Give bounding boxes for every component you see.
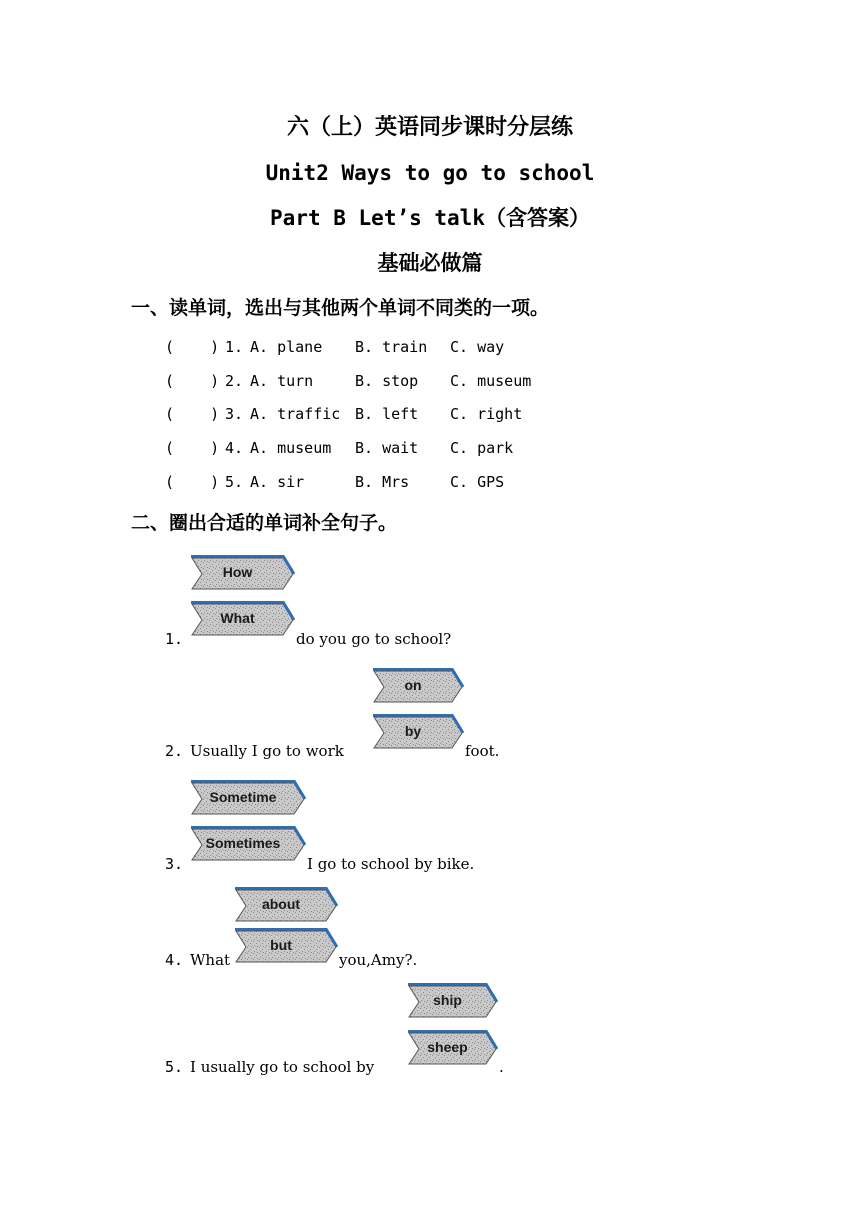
question-row-1 [165,335,505,359]
item-4-after: you,Amy?. [339,951,418,969]
word-choice-sheep[interactable]: sheep [407,1030,498,1066]
option-b: B. stop [355,372,419,390]
question-number: 5. [225,473,244,491]
answer-blank[interactable]: ( ) [165,338,220,356]
option-c: C. right [450,405,523,423]
unit-title: Unit2 Ways to go to school [265,161,595,185]
option-b: B. train [355,338,428,356]
item-5-before: I usually go to school by [190,1058,375,1076]
word-choice-sometime[interactable]: Sometime [190,780,306,816]
item-1-number: 1. [165,630,184,648]
option-a: A. plane [250,338,323,356]
word-choice-how[interactable]: How [190,555,295,591]
option-a: A. museum [250,439,332,457]
item-2-number: 2. [165,742,184,760]
section-2-heading: 二、圈出合适的单词补全句子。 [131,512,398,534]
option-a: A. traffic [250,405,341,423]
word-choice-on[interactable]: on [372,668,464,704]
question-number: 2. [225,372,244,390]
word-choice-ship[interactable]: ship [407,983,498,1019]
answer-blank[interactable]: ( ) [165,439,220,457]
option-c: C. way [450,338,505,356]
answer-blank[interactable]: ( ) [165,405,220,423]
question-number: 3. [225,405,244,423]
question-row-4 [165,436,514,460]
question-number: 1. [225,338,244,356]
question-row-5 [165,470,505,494]
option-b: B. wait [355,439,419,457]
question-row-2 [165,369,532,393]
word-choice-sometimes[interactable]: Sometimes [190,826,306,862]
option-c: C. park [450,439,514,457]
item-4-before: What [190,951,231,969]
option-b: B. left [355,405,419,423]
item-2-before: Usually I go to work [190,742,344,760]
item-5-after: . [499,1058,504,1076]
option-c: C. GPS [450,473,505,491]
item-3-number: 3. [165,855,184,873]
option-c: C. museum [450,372,532,390]
question-number: 4. [225,439,244,457]
item-5-number: 5. [165,1058,184,1076]
section-1-heading: 一、读单词，选出与其他两个单词不同类的一项。 [131,297,550,319]
answer-blank[interactable]: ( ) [165,372,220,390]
answer-blank[interactable]: ( ) [165,473,220,491]
word-choice-what[interactable]: What [190,601,295,637]
word-choice-about[interactable]: about [234,887,338,923]
part-title: Part B Let’s talk（含答案） [270,206,590,230]
item-2-after: foot. [465,742,500,760]
page-title: 六（上）英语同步课时分层练 [286,115,573,140]
option-a: A. turn [250,372,314,390]
question-row-3 [165,402,523,426]
item-1-after: do you go to school? [296,630,452,648]
option-a: A. sir [250,473,305,491]
word-choice-by[interactable]: by [372,714,464,750]
item-3-after: I go to school by bike. [307,855,475,873]
item-4-number: 4. [165,951,184,969]
word-choice-but[interactable]: but [234,928,338,964]
level-title: 基础必做篇 [377,251,483,275]
option-b: B. Mrs [355,473,410,491]
